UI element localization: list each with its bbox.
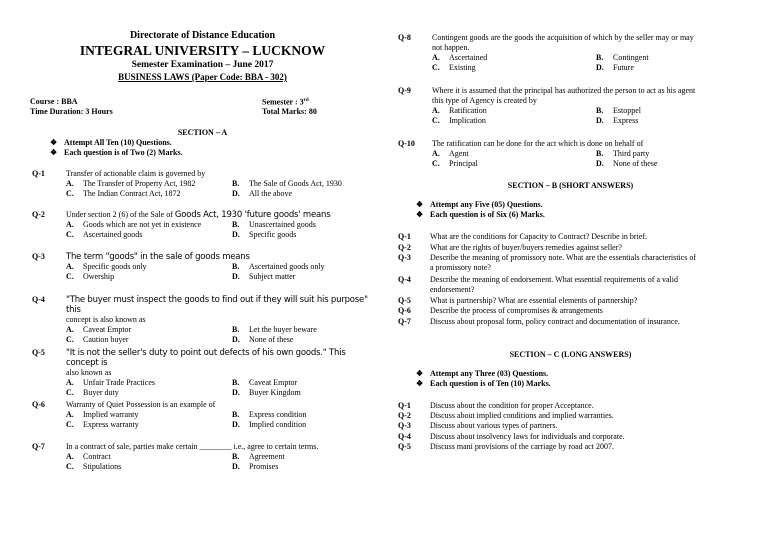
- option-b: Estoppel: [613, 106, 641, 115]
- option-label: D.: [232, 272, 240, 281]
- option-label: D.: [232, 462, 240, 471]
- option-c: Buyer duty: [83, 388, 119, 397]
- question-number: Q-5: [398, 296, 411, 305]
- question-text: [430, 275, 740, 295]
- option-b: Let the buyer beware: [249, 325, 317, 334]
- question-text-line1: Describe the meaning of endorsement. What essential requirements of a valid: [430, 275, 678, 284]
- section-b-instruction-2: [416, 210, 545, 220]
- option-b: Ascertained goods only: [249, 262, 325, 271]
- option-c: Implication: [449, 116, 486, 125]
- section-a-title: SECTION – A: [177, 128, 228, 137]
- question-text-cont: also known as: [66, 368, 112, 377]
- option-label: A.: [66, 325, 74, 334]
- diamond-icon: ❖: [416, 369, 424, 378]
- option-label: A.: [432, 149, 440, 158]
- option-d: Subject matter: [249, 272, 296, 281]
- option-a: Implied warranty: [83, 410, 139, 419]
- option-b: Caveat Emptor: [249, 378, 298, 387]
- instr-text: Attempt any Three (03) Questions.: [430, 369, 549, 378]
- option-label: C.: [432, 63, 440, 72]
- option-d: Promises: [249, 462, 279, 471]
- instr-text: Attempt any Five (05) Questions.: [430, 200, 543, 209]
- question-text: Discuss about proposal form, policy contract and documentation of insurance.: [430, 317, 680, 326]
- option-a: Ascertained: [449, 53, 488, 62]
- option-label: C.: [432, 159, 440, 168]
- option-label: B.: [596, 53, 604, 62]
- option-a: Caveat Emptor: [83, 325, 132, 334]
- question-number: Q-4: [398, 275, 411, 284]
- option-d: Implied condition: [249, 420, 307, 429]
- option-c: Owership: [83, 272, 115, 281]
- option-a: Goods which are not yet in existence: [83, 220, 202, 229]
- question-number: Q-6: [32, 400, 45, 409]
- diamond-icon: ❖: [416, 210, 424, 219]
- question-text: In a contract of sale, parties make certain ________ i.e., agree to certain terms.: [66, 442, 319, 451]
- question-text: "It is not the seller's duty to point out defects of his own goods." This concept is: [66, 348, 346, 368]
- option-d: Buyer Kingdom: [249, 388, 301, 397]
- section-b-instruction-1: [416, 200, 543, 210]
- option-d: All the above: [249, 189, 293, 198]
- question-text: "The buyer must inspect the goods to find out if they will suit his purpose" this: [66, 295, 368, 315]
- option-d: None of these: [249, 335, 294, 344]
- question-number: Q-3: [398, 253, 411, 262]
- option-label: D.: [232, 420, 240, 429]
- option-label: B.: [596, 149, 604, 158]
- course-label: Course : BBA: [30, 97, 78, 106]
- option-label: D.: [596, 63, 604, 72]
- option-b: Third party: [613, 149, 650, 158]
- question-number: Q-6: [398, 306, 411, 315]
- paper-title: BUSINESS LAWS (Paper Code: BBA - 302): [118, 72, 287, 82]
- question-text-pre: Under section 2 (6) of the Sale of: [66, 210, 175, 219]
- section-b-title: SECTION – B (SHORT ANSWERS): [507, 181, 634, 190]
- question-text-line2: a promissory note?: [430, 263, 491, 272]
- option-label: C.: [432, 116, 440, 125]
- option-label: C.: [66, 388, 74, 397]
- option-c: Ascertained goods: [83, 230, 143, 239]
- option-label: C.: [66, 462, 74, 471]
- duration-label: Time Duration: 3 Hours: [30, 107, 113, 116]
- option-a: Specific goods only: [83, 262, 147, 271]
- option-b: Unascertained goods: [249, 220, 316, 229]
- question-text: Warranty of Quiet Possession is an example of: [66, 400, 216, 409]
- option-label: A.: [66, 179, 74, 188]
- diamond-icon: ❖: [50, 138, 58, 147]
- option-a: Contract: [83, 452, 111, 461]
- diamond-icon: ❖: [50, 148, 58, 157]
- question-text: Describe the process of compromises & arrangements: [430, 306, 603, 315]
- question-text-cont: not happen.: [432, 43, 470, 52]
- section-a-instruction-1: [50, 138, 172, 148]
- question-number: Q-5: [398, 442, 411, 451]
- option-label: A.: [66, 262, 74, 271]
- question-number: Q-1: [398, 401, 411, 410]
- option-a: Agent: [449, 149, 469, 158]
- option-label: B.: [232, 262, 240, 271]
- question-number: Q-8: [398, 33, 411, 42]
- instr-text: Each question is of Ten (10) Marks.: [430, 379, 551, 388]
- option-label: D.: [232, 388, 240, 397]
- semester-sup: rd: [303, 98, 309, 103]
- question-number: Q-7: [398, 317, 411, 326]
- question-number: Q-4: [398, 432, 411, 441]
- question-text: What is partnership? What are essential elements of partnership?: [430, 296, 638, 305]
- question-text: What are the conditions for Capacity to Contract? Describe in brief.: [430, 232, 648, 241]
- option-c: Stipulations: [83, 462, 122, 471]
- section-c-instruction-2: [416, 379, 551, 389]
- question-number: Q-3: [32, 252, 45, 261]
- question-number: Q-3: [398, 421, 411, 430]
- marks-label: Total Marks: 80: [262, 107, 317, 116]
- question-number: Q-7: [32, 442, 45, 451]
- section-a-instruction-2: [50, 148, 183, 158]
- option-label: C.: [66, 189, 74, 198]
- option-label: A.: [432, 53, 440, 62]
- question-number: Q-1: [32, 169, 45, 178]
- question-number: Q-4: [32, 295, 45, 304]
- option-b: Agreement: [249, 452, 285, 461]
- option-c: Caution buyer: [83, 335, 129, 344]
- semester-text: Semester : 3: [262, 97, 304, 107]
- question-text: Discuss about insolvency laws for individuals and corporate.: [430, 432, 625, 441]
- option-label: B.: [232, 179, 240, 188]
- question-text: Discuss mani provisions of the carriage by road act 2007.: [430, 442, 614, 451]
- question-text: Contingent goods are the goods the acquisition of which by the seller may or may: [432, 33, 694, 42]
- question-text: Transfer of actionable claim is governed by: [66, 169, 206, 178]
- option-b: The Sale of Goods Act, 1930: [249, 179, 342, 188]
- question-text: The ratification can be done for the act which is done on behalf of: [432, 139, 644, 148]
- option-d: Specific goods: [249, 230, 297, 239]
- question-number: Q-10: [398, 139, 415, 148]
- directorate-title: Directorate of Distance Education: [129, 30, 276, 41]
- question-number: Q-1: [398, 232, 411, 241]
- option-c: The Indian Contract Act, 1872: [83, 189, 181, 198]
- question-text: What are the rights of buyer/buyers remedies against seller?: [430, 243, 622, 252]
- option-label: B.: [232, 410, 240, 419]
- option-label: C.: [66, 230, 74, 239]
- option-d: Express: [613, 116, 639, 125]
- option-label: B.: [232, 325, 240, 334]
- option-label: A.: [66, 452, 74, 461]
- question-number: Q-2: [398, 243, 411, 252]
- question-text: Discuss about the condition for proper Acceptance.: [430, 401, 594, 410]
- question-number: Q-2: [398, 411, 411, 420]
- instr-text: Attempt All Ten (10) Questions.: [64, 138, 172, 147]
- option-label: B.: [232, 452, 240, 461]
- question-text: [66, 210, 376, 220]
- diamond-icon: ❖: [416, 200, 424, 209]
- option-label: A.: [432, 106, 440, 115]
- section-c-title: SECTION – C (LONG ANSWERS): [509, 350, 632, 359]
- option-d: Future: [613, 63, 634, 72]
- question-text-line2: endorsement?: [430, 285, 475, 294]
- diamond-icon: ❖: [416, 379, 424, 388]
- question-text-cont: this type of Agency is created by: [432, 96, 537, 105]
- option-label: B.: [232, 378, 240, 387]
- option-label: C.: [66, 272, 74, 281]
- question-text-hand: Goods Act, 1930 'future goods' means: [174, 210, 331, 220]
- question-text: Discuss about various types of partners.: [430, 421, 558, 430]
- option-c: Express warranty: [83, 420, 139, 429]
- option-b: Contingent: [613, 53, 649, 62]
- question-number: Q-5: [32, 348, 45, 357]
- option-label: D.: [232, 189, 240, 198]
- option-a: The Transfer of Property Act, 1982: [83, 179, 196, 188]
- option-c: Existing: [449, 63, 476, 72]
- instr-text: Each question is of Two (2) Marks.: [64, 148, 183, 157]
- option-label: C.: [66, 335, 74, 344]
- option-label: D.: [232, 335, 240, 344]
- option-label: A.: [66, 410, 74, 419]
- option-c: Principal: [449, 159, 478, 168]
- question-text: [430, 253, 740, 273]
- option-a: Ratification: [449, 106, 487, 115]
- option-label: A.: [66, 220, 74, 229]
- option-b: Express condition: [249, 410, 307, 419]
- question-text: Discuss about implied conditions and implied warranties.: [430, 411, 614, 420]
- question-text-cont: concept is also known as: [66, 315, 146, 324]
- semester-label: [262, 96, 309, 108]
- option-label: C.: [66, 420, 74, 429]
- option-label: D.: [596, 159, 604, 168]
- question-number: Q-2: [32, 210, 45, 219]
- option-label: D.: [596, 116, 604, 125]
- question-text: Where it is assumed that the principal has authorized the person to act as his agent: [432, 86, 696, 95]
- university-title: INTEGRAL UNIVERSITY – LUCKNOW: [79, 43, 326, 58]
- instr-text: Each question is of Six (6) Marks.: [430, 210, 545, 219]
- question-text: The term "goods" in the sale of goods means: [66, 252, 250, 262]
- question-text-line1: Describe the meaning of promissory note. What are the essentials characteristics of: [430, 253, 696, 262]
- option-label: D.: [232, 230, 240, 239]
- question-number: Q-9: [398, 86, 411, 95]
- option-label: A.: [66, 378, 74, 387]
- section-c-instruction-1: [416, 369, 548, 379]
- option-d: None of these: [613, 159, 658, 168]
- option-label: B.: [232, 220, 240, 229]
- option-a: Unfair Trade Practices: [83, 378, 155, 387]
- option-label: B.: [596, 106, 604, 115]
- exam-title: Semester Examination – June 2017: [131, 60, 274, 70]
